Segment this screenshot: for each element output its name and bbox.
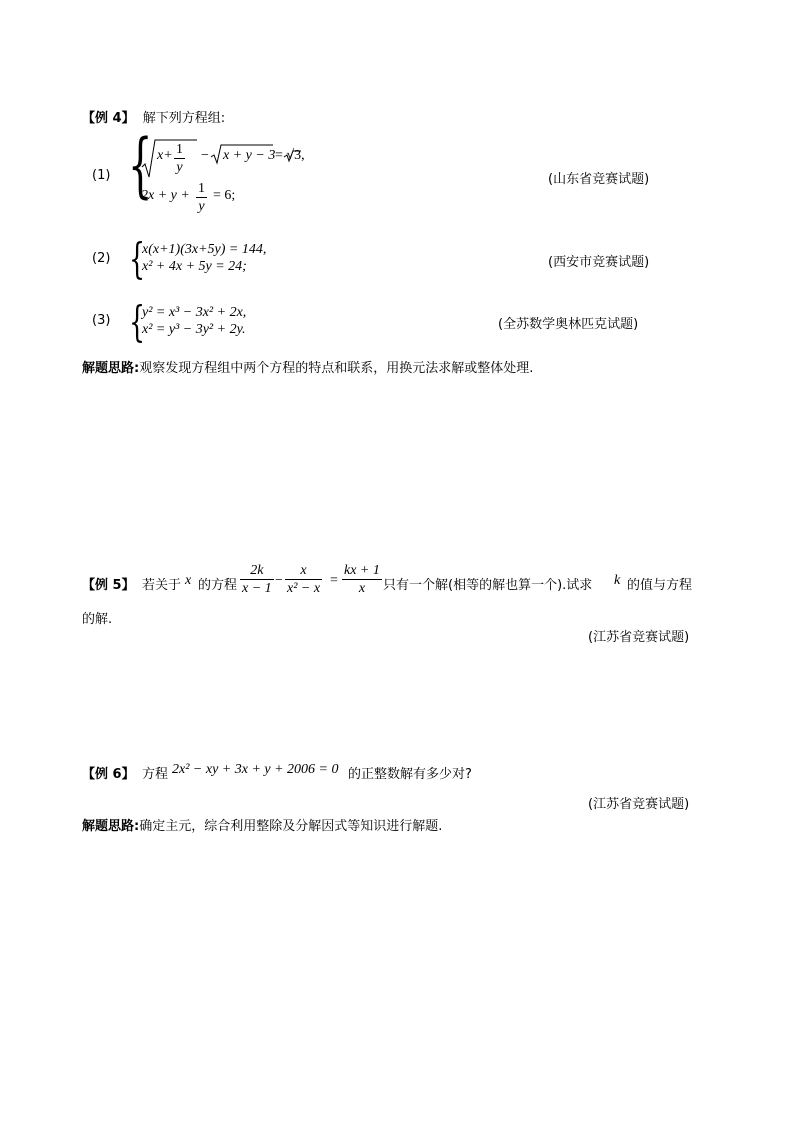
ex4-item2-eq1: x(x+1)(3x+5y) = 144, [142,242,267,257]
ex4-item3-brace: { [129,297,146,346]
ex5-fraction-1: $\frac{2k}{x - 1}$ [242,563,272,596]
ex5-label: 【例 5】 [82,578,135,593]
ex6-source: (江苏省竞赛试题) [588,797,690,812]
ex4-item3-eq1: y² = x³ − 3x² + 2x, [142,305,247,320]
ex4-header [82,107,225,126]
ex4-item1-eq2-fraction: $\frac{1}{y}$ [198,181,205,214]
ex4-item3-number: (3) [92,313,111,328]
ex4-label: 【例 4】 [82,111,135,126]
ex5-minus: − [275,573,283,588]
ex4-item1-source: (山东省竞赛试题) [548,172,650,187]
ex4-item3-eq2: x² = y³ − 3y² + 2y. [142,322,246,337]
ex4-hint [82,357,533,376]
ex5-equals: = [330,573,338,588]
ex5-fraction-3: $\frac{kx + 1}{x}$ [344,563,380,596]
ex5-text-d: 的值与方程 [627,578,693,593]
ex5-text-a: 若关于 [142,578,182,593]
ex4-item1-eq1-fraction: $\frac{1}{y}$ [176,142,183,175]
ex4-hint-label: 解题思路: [82,361,140,376]
ex6-hint-text: 确定主元，综合利用整除及分解因式等知识进行解题. [139,819,443,834]
ex6-hint [82,815,442,834]
ex6-line1 [82,762,722,782]
ex6-equation: 2x² − xy + 3x + y + 2006 = 0 [172,762,339,777]
ex4-item1-eq1-minus: − [201,148,209,163]
ex6-label: 【例 6】 [82,767,135,782]
ex4-item2-number: (2) [92,251,111,266]
ex5-source: (江苏省竞赛试题) [588,630,690,645]
ex5-text-b: 的方程 [198,578,238,593]
ex6-text-a: 方程 [142,767,169,782]
ex4-item1-eq1-radicand: x + y − 3 [223,148,276,163]
ex5-line1 [82,562,722,606]
ex4-item2-brace: { [129,234,146,283]
ex4-item1-eq1-part-a: x+ [157,148,173,163]
ex5-fraction-2: $\frac{x}{\text{x² − x}}$ [287,563,321,596]
ex5-var-x: x [185,573,192,588]
ex4-prompt: 解下列方程组: [142,111,226,126]
ex4-item1-eq2-rhs: = 6; [213,188,236,203]
ex4-item2-source: (西安市竞赛试题) [548,255,650,270]
ex4-item1-eq2-part-a: 2x + y + [141,188,190,203]
ex6-hint-label: 解题思路: [82,819,140,834]
ex5-text-e: 的解. [82,612,113,627]
ex4-item1-brace: { [128,124,153,206]
ex5-text-c: 只有一个解(相等的解也算一个).试求 [383,578,593,593]
ex4-item1-number: (1) [92,168,111,183]
ex5-var-k: k [614,573,621,588]
ex4-item1-eq1-rhs: = √3, [275,148,305,163]
ex4-item3-source: (全苏数学奥林匹克试题) [498,317,639,332]
ex6-text-b: 的正整数解有多少对? [348,767,472,782]
ex4-item2-eq2: x² + 4x + 5y = 24; [142,259,247,274]
ex4-hint-text: 观察发现方程组中两个方程的特点和联系，用换元法求解或整体处理. [139,361,534,376]
